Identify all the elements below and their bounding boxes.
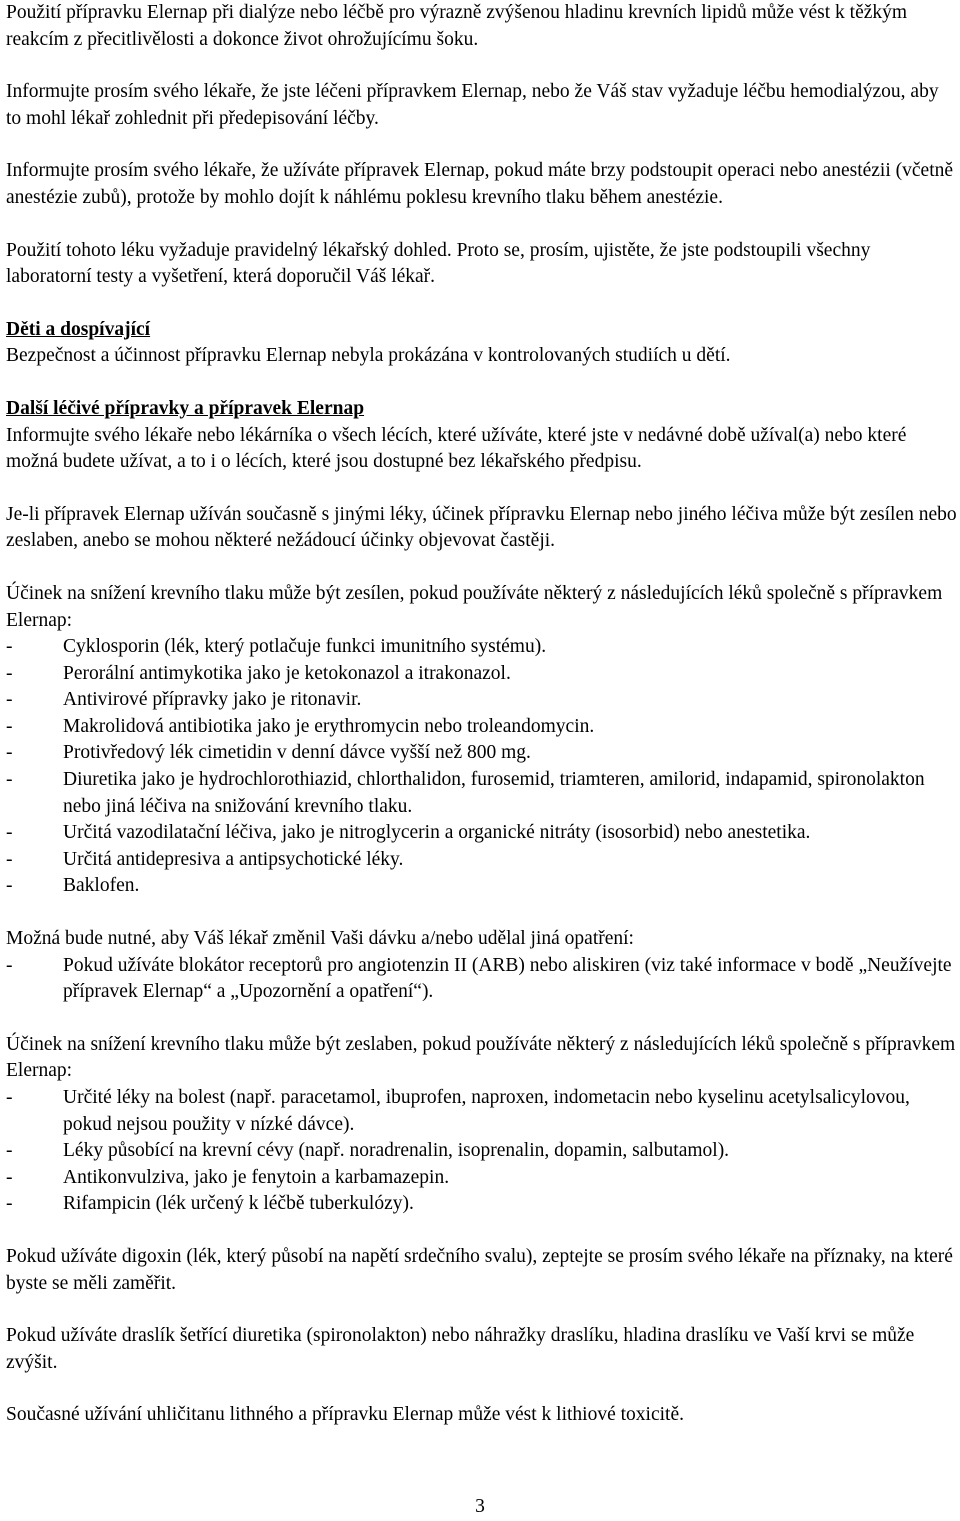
- document-page: [6, 0, 958, 1455]
- list-item: - Baklofen.: [6, 873, 958, 900]
- section-enhanced-effect: [6, 581, 958, 900]
- paragraph-hemodialysis-inform: Informujte prosím svého lékaře, že jste léčeni přípravkem Elernap, nebo že Váš stav vyžaduje léčbu hemodialýzou, aby to mohl lékař zohlednit při předepisování léčby.: [6, 81, 939, 129]
- list-item: - Cyklosporin (lék, který potlačuje funkci imunitního systému).: [6, 634, 958, 661]
- list-item: - Protivředový lék cimetidin v denní dávce vyšší než 800 mg.: [6, 740, 958, 767]
- page-number: 3: [475, 1496, 485, 1517]
- paragraph-anesthesia-inform: Informujte prosím svého lékaře, že užíváte přípravek Elernap, pokud máte brzy podstoupit operaci nebo anestézii (včetně anestézie zubů), protože by mohlo dojít k náhlému poklesu krevního tlaku během anestézie.: [6, 160, 954, 208]
- paragraph-inform-pharmacist: Informujte svého lékaře nebo lékárníka o všech lécích, které užíváte, které jste v nedávné době užíval(a) nebo které možná budete užívat, a to i o lécích, které jsou dostupné bez lékařského předpisu.: [6, 424, 907, 473]
- dose-change-list: [6, 953, 958, 1006]
- section-dose-change: [6, 926, 958, 1006]
- section-reduced-effect: [6, 1032, 958, 1218]
- list-item: - Diuretika jako je hydrochlorothiazid, chlorthalidon, furosemid, triamteren, amilorid, indapamid, spironolakton nebo jiná léčiva na snižování krevního tlaku.: [6, 767, 958, 820]
- reduced-list: [6, 1085, 958, 1218]
- list-item: - Určitá vazodilatační léčiva, jako je nitroglycerin a organické nitráty (isosorbid) nebo anestetika.: [6, 820, 958, 847]
- heading-other-medicines: Další léčivé přípravky a přípravek Elernap: [6, 397, 365, 419]
- dose-change-intro: Možná bude nutné, aby Váš lékař změnil Vaši dávku a/nebo udělal jiná opatření:: [6, 928, 634, 950]
- section-other-medicines: [6, 396, 958, 476]
- list-item: - Pokud užíváte blokátor receptorů pro angiotenzin II (ARB) nebo aliskiren (viz také informace v bodě „Neužívejte přípravek Elernap“ a „Upozornění a opatření“).: [6, 953, 958, 1006]
- section-children: [6, 317, 958, 370]
- reduced-intro: Účinek na snížení krevního tlaku může být zeslaben, pokud používáte některý z následujících léků společně s přípravkem Elernap:: [6, 1033, 956, 1082]
- list-item: - Určité léky na bolest (např. paracetamol, ibuprofen, naproxen, indometacin nebo kyselinu acetylsalicylovou, pokud nejsou použity v nízké dávce).: [6, 1085, 958, 1138]
- enhanced-list: [6, 634, 958, 900]
- paragraph-potassium: Pokud užíváte draslík šetřící diuretika (spironolakton) nebo náhražky draslíku, hladina draslíku ve Vaší krvi se může zvýšit.: [6, 1325, 915, 1373]
- list-item: - Antivirové přípravky jako je ritonavir.: [6, 687, 958, 714]
- list-item: - Makrolidová antibiotika jako je erythromycin nebo troleandomycin.: [6, 714, 958, 741]
- paragraph-dialysis-warning: Použití přípravku Elernap při dialýze nebo léčbě pro výrazně zvýšenou hladinu krevních lipidů může vést k těžkým reakcím z přecitlivělosti a dokonce život ohrožujícímu šoku.: [6, 2, 908, 50]
- paragraph-medical-supervision: Použití tohoto léku vyžaduje pravidelný lékařský dohled. Proto se, prosím, ujistěte, že jste podstoupili všechny laboratorní testy a vyšetření, která doporučil Váš lékař.: [6, 239, 871, 288]
- list-item: - Léky působící na krevní cévy (např. noradrenalin, isoprenalin, dopamin, salbutamol).: [6, 1138, 958, 1165]
- paragraph-lithium: Současné užívání uhličitanu lithného a přípravku Elernap může vést k lithiové toxicitě.: [6, 1404, 684, 1426]
- paragraph-children-safety: Bezpečnost a účinnost přípravku Elernap nebyla prokázána v kontrolovaných studiích u dětí.: [6, 345, 731, 367]
- paragraph-digoxin: Pokud užíváte digoxin (lék, který působí na napětí srdečního svalu), zeptejte se prosím svého lékaře na příznaky, na které byste se měli zaměřit.: [6, 1245, 953, 1294]
- heading-children: Děti a dospívající: [6, 318, 151, 340]
- list-item: - Určitá antidepresiva a antipsychotické léky.: [6, 847, 958, 874]
- list-item: - Antikonvulziva, jako je fenytoin a karbamazepin.: [6, 1165, 958, 1192]
- paragraph-combined-use: Je-li přípravek Elernap užíván současně s jinými léky, účinek přípravku Elernap nebo jiného léčiva může být zesílen nebo zeslaben, anebo se mohou některé nežádoucí účinky objevovat častěji.: [6, 503, 957, 552]
- list-item: - Perorální antimykotika jako je ketokonazol a itrakonazol.: [6, 661, 958, 688]
- list-item: - Rifampicin (lék určený k léčbě tuberkulózy).: [6, 1191, 958, 1218]
- enhanced-intro: Účinek na snížení krevního tlaku může být zesílen, pokud používáte některý z následujících léků společně s přípravkem Elernap:: [6, 582, 943, 631]
